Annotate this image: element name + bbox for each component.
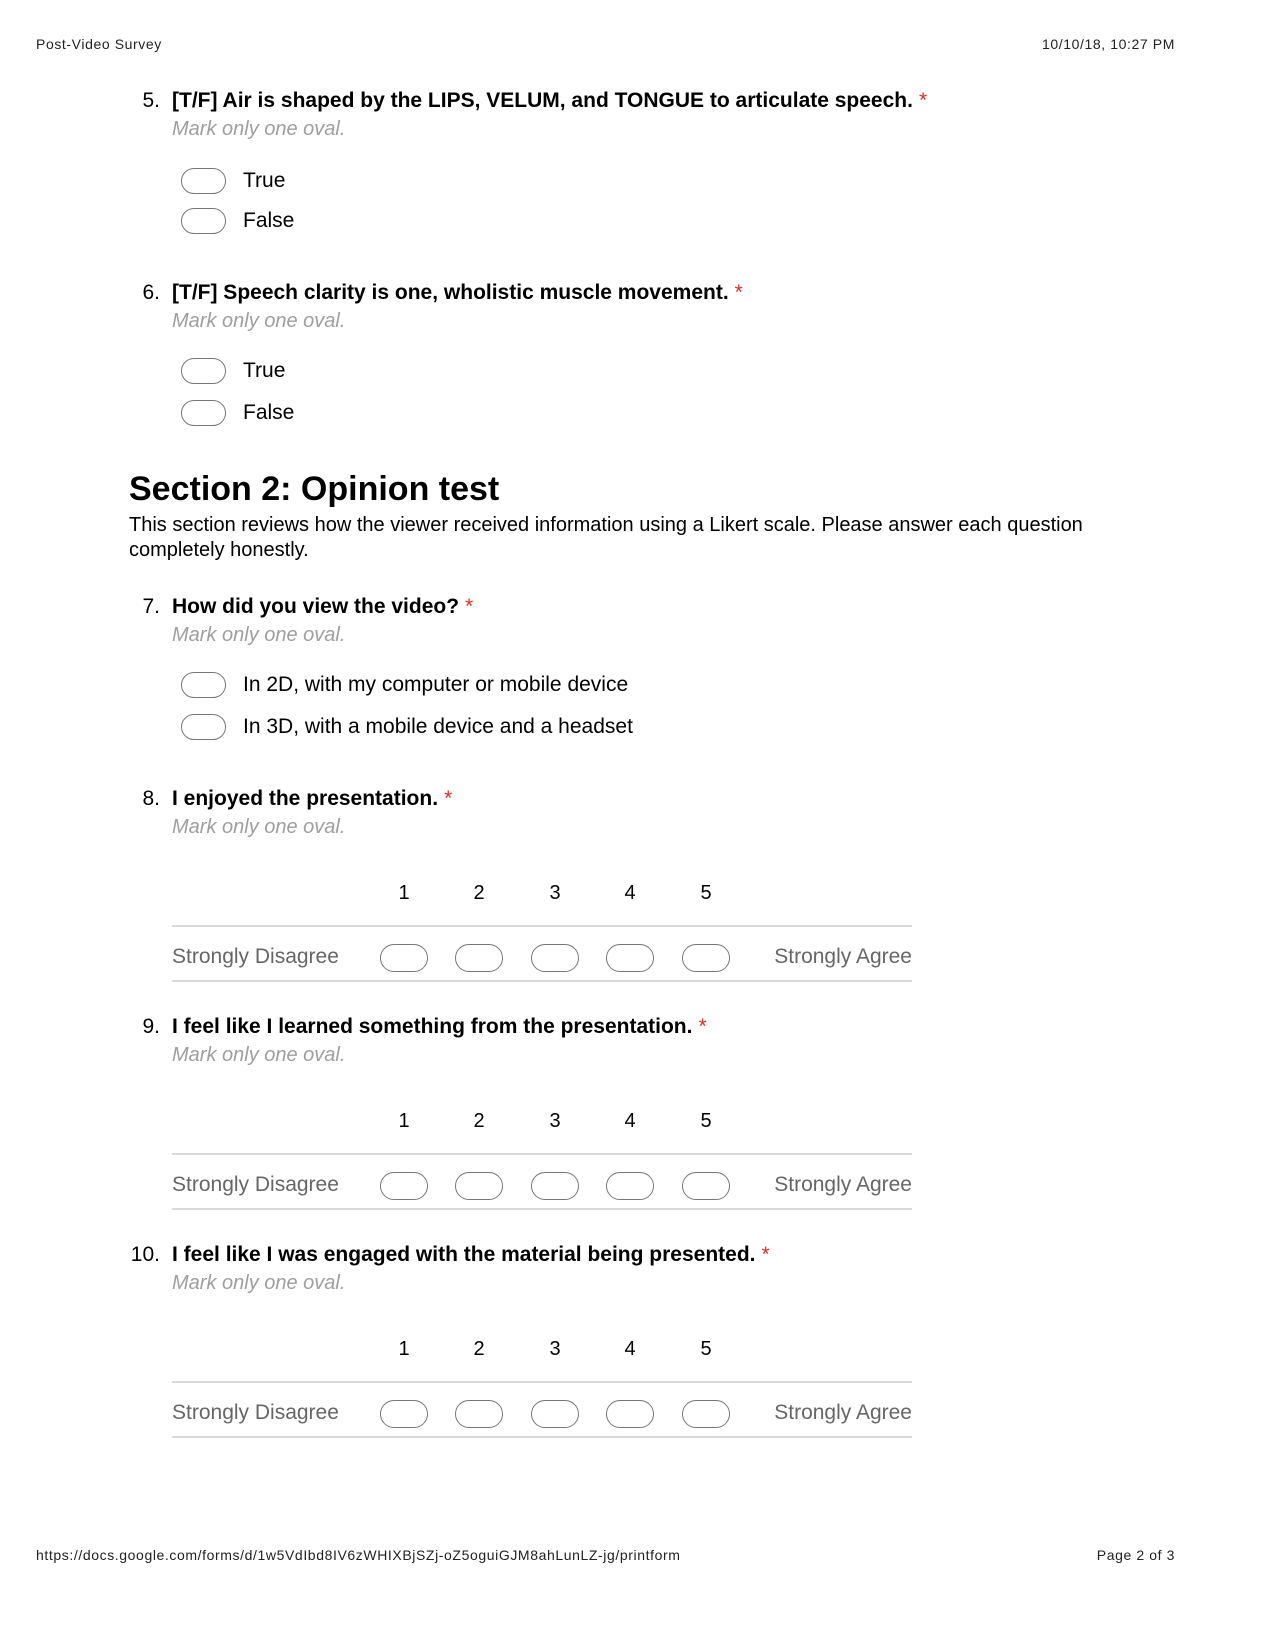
question-text: I feel like I learned something from the presentation. * bbox=[172, 1015, 707, 1038]
section-title: Section 2: Opinion test bbox=[129, 470, 500, 508]
scale-oval-3[interactable] bbox=[531, 1400, 579, 1428]
likert-scale bbox=[172, 1110, 912, 1220]
required-asterisk: * bbox=[465, 595, 474, 618]
scale-number: 2 bbox=[473, 882, 485, 904]
option-label: True bbox=[243, 359, 286, 382]
scale-number: 2 bbox=[473, 1110, 485, 1132]
scale-oval-5[interactable] bbox=[682, 1400, 730, 1428]
scale-number: 1 bbox=[398, 1110, 410, 1132]
scale-number: 3 bbox=[549, 882, 561, 904]
scale-high-label: Strongly Agree bbox=[774, 945, 912, 968]
question-text: How did you view the video? * bbox=[172, 595, 474, 618]
scale-number: 4 bbox=[624, 1110, 636, 1132]
question-hint: Mark only one oval. bbox=[172, 1272, 346, 1294]
radio-oval[interactable] bbox=[181, 400, 226, 426]
option-label: False bbox=[243, 401, 295, 424]
divider bbox=[172, 1381, 912, 1383]
required-asterisk: * bbox=[734, 281, 743, 304]
scale-number: 2 bbox=[473, 1338, 485, 1360]
divider bbox=[172, 1436, 912, 1438]
scale-oval-3[interactable] bbox=[531, 944, 579, 972]
scale-high-label: Strongly Agree bbox=[774, 1401, 912, 1424]
scale-oval-4[interactable] bbox=[606, 1172, 654, 1200]
scale-number: 4 bbox=[624, 882, 636, 904]
radio-oval[interactable] bbox=[181, 714, 226, 740]
scale-oval-4[interactable] bbox=[606, 1400, 654, 1428]
radio-oval[interactable] bbox=[181, 208, 226, 234]
question-text: [T/F] Air is shaped by the LIPS, VELUM, and TONGUE to articulate speech. * bbox=[172, 89, 928, 112]
scale-oval-4[interactable] bbox=[606, 944, 654, 972]
required-asterisk: * bbox=[761, 1243, 770, 1266]
option-label: In 3D, with a mobile device and a headset bbox=[243, 715, 633, 738]
question-text: I feel like I was engaged with the material being presented. * bbox=[172, 1243, 770, 1266]
footer-url[interactable]: https://docs.google.com/forms/d/1w5VdIbd8IV6zWHIXBjSZj-oZ5oguiGJM8ahLunLZ-jg/printform bbox=[36, 1547, 681, 1563]
scale-high-label: Strongly Agree bbox=[774, 1173, 912, 1196]
radio-oval[interactable] bbox=[181, 358, 226, 384]
option-label: True bbox=[243, 169, 286, 192]
scale-oval-3[interactable] bbox=[531, 1172, 579, 1200]
scale-low-label: Strongly Disagree bbox=[172, 1173, 339, 1196]
scale-oval-1[interactable] bbox=[380, 1172, 428, 1200]
divider bbox=[172, 1153, 912, 1155]
question-number: 5. bbox=[142, 89, 160, 112]
scale-low-label: Strongly Disagree bbox=[172, 945, 339, 968]
print-datetime: 10/10/18, 10:27 PM bbox=[1042, 36, 1175, 52]
question-number: 10. bbox=[130, 1243, 160, 1266]
option-label: In 2D, with my computer or mobile device bbox=[243, 673, 629, 696]
option-label: False bbox=[243, 209, 295, 232]
scale-number: 1 bbox=[398, 882, 410, 904]
question-hint: Mark only one oval. bbox=[172, 310, 346, 332]
question-hint: Mark only one oval. bbox=[172, 624, 346, 646]
question-text: I enjoyed the presentation. * bbox=[172, 787, 453, 810]
scale-low-label: Strongly Disagree bbox=[172, 1401, 339, 1424]
scale-oval-5[interactable] bbox=[682, 1172, 730, 1200]
scale-oval-5[interactable] bbox=[682, 944, 730, 972]
scale-oval-1[interactable] bbox=[380, 1400, 428, 1428]
scale-oval-2[interactable] bbox=[455, 944, 503, 972]
divider bbox=[172, 1208, 912, 1210]
question-number: 7. bbox=[142, 595, 160, 618]
radio-oval[interactable] bbox=[181, 672, 226, 698]
question-hint: Mark only one oval. bbox=[172, 1044, 346, 1066]
scale-number: 1 bbox=[398, 1338, 410, 1360]
scale-number: 5 bbox=[700, 882, 712, 904]
scale-number: 5 bbox=[700, 1110, 712, 1132]
scale-oval-2[interactable] bbox=[455, 1172, 503, 1200]
question-text: [T/F] Speech clarity is one, wholistic muscle movement. * bbox=[172, 281, 743, 304]
radio-oval[interactable] bbox=[181, 168, 226, 194]
question-hint: Mark only one oval. bbox=[172, 816, 346, 838]
required-asterisk: * bbox=[918, 89, 928, 112]
document-title: Post-Video Survey bbox=[36, 36, 162, 52]
scale-number: 5 bbox=[700, 1338, 712, 1360]
required-asterisk: * bbox=[698, 1015, 707, 1038]
scale-number: 3 bbox=[549, 1110, 561, 1132]
page-number: Page 2 of 3 bbox=[1096, 1547, 1175, 1563]
likert-scale bbox=[172, 1338, 912, 1448]
question-number: 8. bbox=[142, 787, 160, 810]
divider bbox=[172, 925, 912, 927]
scale-oval-1[interactable] bbox=[380, 944, 428, 972]
divider bbox=[172, 980, 912, 982]
question-number: 9. bbox=[142, 1015, 160, 1038]
question-hint: Mark only one oval. bbox=[172, 118, 346, 140]
scale-number: 3 bbox=[549, 1338, 561, 1360]
question-number: 6. bbox=[142, 281, 160, 304]
likert-scale bbox=[172, 882, 912, 992]
required-asterisk: * bbox=[444, 787, 453, 810]
section-description: This section reviews how the viewer received information using a Likert scale. Please answer each question completely honestly. bbox=[129, 514, 1083, 561]
scale-oval-2[interactable] bbox=[455, 1400, 503, 1428]
scale-number: 4 bbox=[624, 1338, 636, 1360]
